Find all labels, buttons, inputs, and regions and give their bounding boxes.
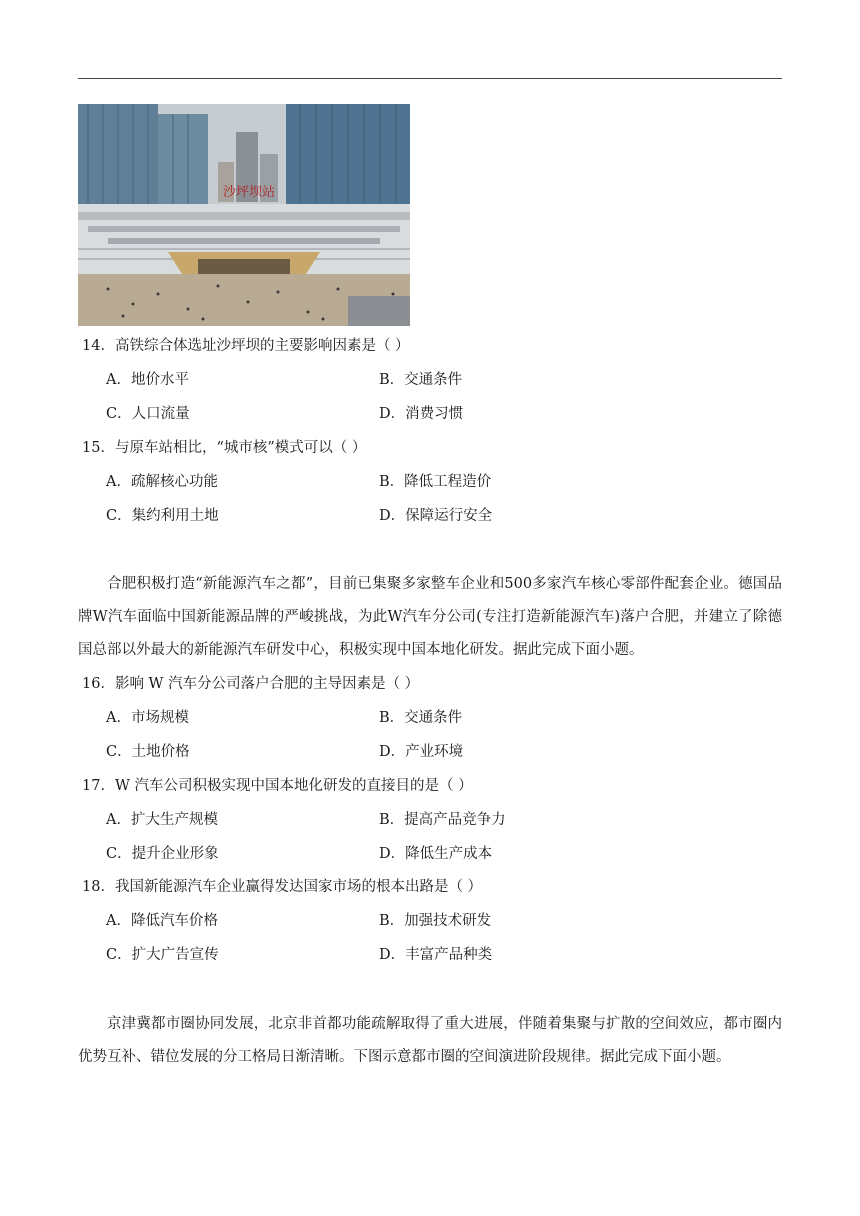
- question-16-option-c: C．土地价格: [106, 744, 190, 760]
- question-14-option-c: C．人口流量: [106, 406, 190, 422]
- question-14-option-a: A．地价水平: [106, 372, 189, 388]
- question-18-option-d: D．丰富产品种类: [379, 947, 493, 963]
- question-16-option-d: D．产业环境: [379, 744, 464, 760]
- question-14-option-d: D．消费习惯: [379, 406, 464, 422]
- passage-jingjinji: 京津冀都市圈协同发展，北京非首都功能疏解取得了重大进展，伴随着集聚与扩散的空间效应，都市圈内优势互补、错位发展的分工格局日渐清晰。下图示意都市圈的空间演进阶段规律。据此完成下面小题。: [78, 1016, 782, 1065]
- question-16-stem: 16．影响 W 汽车分公司落户合肥的主导因素是（ ）: [82, 676, 420, 692]
- question-15-option-d: D．保障运行安全: [379, 508, 493, 524]
- question-18-option-b: B．加强技术研发: [379, 913, 492, 929]
- question-17-option-b: B．提高产品竞争力: [379, 812, 506, 828]
- question-15-option-a: A．疏解核心功能: [106, 474, 218, 490]
- question-16-option-b: B．交通条件: [379, 710, 463, 726]
- question-14-option-b: B．交通条件: [379, 372, 463, 388]
- question-14-stem: 14．高铁综合体选址沙坪坝的主要影响因素是（ ）: [82, 338, 410, 354]
- question-17-stem: 17．W 汽车公司积极实现中国本地化研发的直接目的是（ ）: [82, 778, 473, 794]
- header-rule: [78, 78, 782, 79]
- question-17-option-c: C．提升企业形象: [106, 846, 219, 862]
- question-18-option-a: A．降低汽车价格: [106, 913, 218, 929]
- question-15-option-b: B．降低工程造价: [379, 474, 492, 490]
- question-18-stem: 18．我国新能源汽车企业赢得发达国家市场的根本出路是（ ）: [82, 879, 483, 895]
- passage-hefei: 合肥积极打造“新能源汽车之都”，目前已集聚多家整车企业和500多家汽车核心零部件配套企业。德国品牌W汽车面临中国新能源品牌的严峻挑战，为此W汽车分公司(专注打造新能源汽车)落户合肥，并建立了除德国总部以外最大的新能源汽车研发中心，积极实现中国本地化研发。据此完成下面小题。: [78, 576, 782, 658]
- station-sign: 沙坪坝站: [223, 185, 276, 200]
- question-16-option-a: A．市场规模: [106, 710, 189, 726]
- question-15-option-c: C．集约利用土地: [106, 508, 219, 524]
- question-15-stem: 15．与原车站相比，“城市核”模式可以（ ）: [82, 440, 367, 456]
- question-17-option-d: D．降低生产成本: [379, 846, 493, 862]
- question-17-option-a: A．扩大生产规模: [106, 812, 218, 828]
- station-photo: [78, 104, 410, 326]
- question-18-option-c: C．扩大广告宣传: [106, 947, 219, 963]
